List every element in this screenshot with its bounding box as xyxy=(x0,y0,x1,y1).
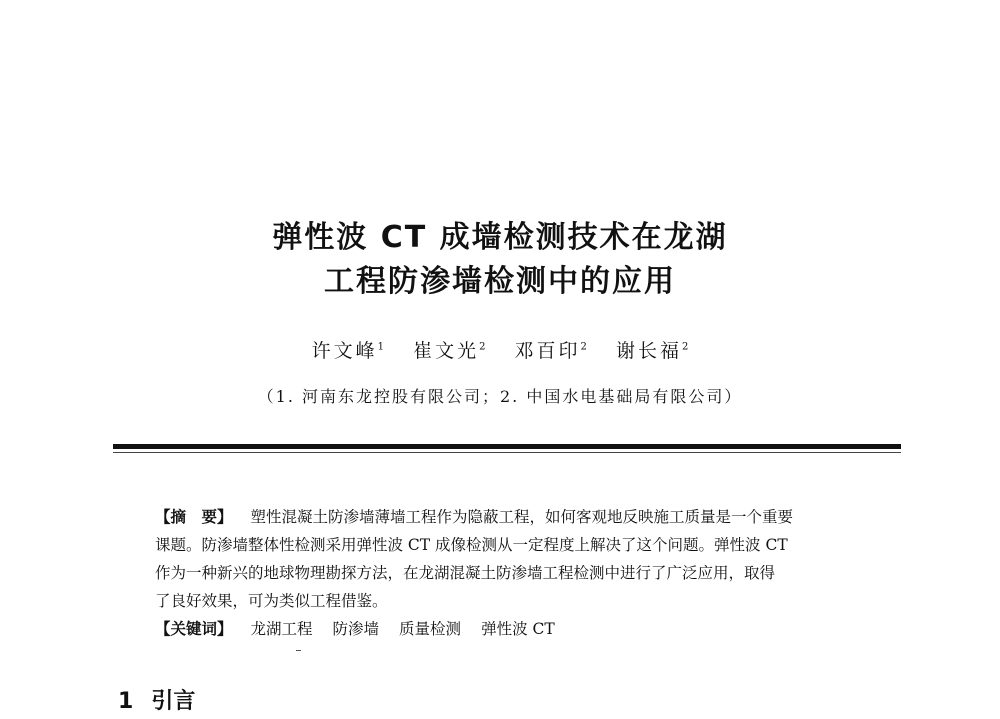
author-affiliation-mark: 2 xyxy=(681,341,689,353)
author-affiliation-mark: 2 xyxy=(580,341,587,353)
abstract-text: 塑性混凝土防渗墙薄墙工程作为隐蔽工程，如何客观地反映施工质量是一个重要 xyxy=(250,508,794,526)
title-line-1: 弹性波 CT 成墙检测技术在龙湖 xyxy=(272,220,728,255)
header-rule-thick xyxy=(113,444,901,449)
abstract-line: 了良好效果，可为类似工程借鉴。 xyxy=(155,592,388,610)
section-number: 1 xyxy=(118,689,134,714)
author xyxy=(515,340,587,362)
keyword: 龙湖工程 xyxy=(250,620,313,638)
abstract-line: 课题。防渗墙整体性检测采用弹性波 CT 成像检测从一定程度上解决了这个问题。弹性波 CT xyxy=(155,536,788,554)
author-name: 邓百印 xyxy=(514,340,581,362)
abstract-block xyxy=(155,503,859,643)
author xyxy=(312,340,384,362)
abstract-label: 【摘 要】 xyxy=(155,507,233,526)
scan-speck xyxy=(296,650,301,651)
author-list xyxy=(0,336,1000,363)
keywords-line xyxy=(155,615,859,643)
section-title: 引言 xyxy=(151,689,196,714)
section-heading xyxy=(118,684,195,715)
keyword: 防渗墙 xyxy=(332,620,380,638)
affiliations: （1. 河南东龙控股有限公司；2. 中国水电基础局有限公司） xyxy=(257,387,743,406)
author-affiliation-mark: 1 xyxy=(377,341,385,353)
keyword: 弹性波 CT xyxy=(481,620,555,638)
author xyxy=(413,340,485,362)
abstract-line: 作为一种新兴的地球物理勘探方法，在龙湖混凝土防渗墙工程检测中进行了广泛应用，取得 xyxy=(155,564,776,582)
author xyxy=(616,340,688,362)
author-name: 许文峰 xyxy=(311,340,378,362)
author-affiliation-mark: 2 xyxy=(479,341,486,353)
author-name: 谢长福 xyxy=(615,340,682,362)
abstract-line xyxy=(155,503,859,531)
title-line-2: 工程防渗墙检测中的应用 xyxy=(324,264,676,299)
keywords-label: 【关键词】 xyxy=(155,619,233,638)
header-rule-thin xyxy=(113,452,901,453)
keyword: 质量检测 xyxy=(399,620,462,638)
author-name: 崔文光 xyxy=(413,340,480,362)
